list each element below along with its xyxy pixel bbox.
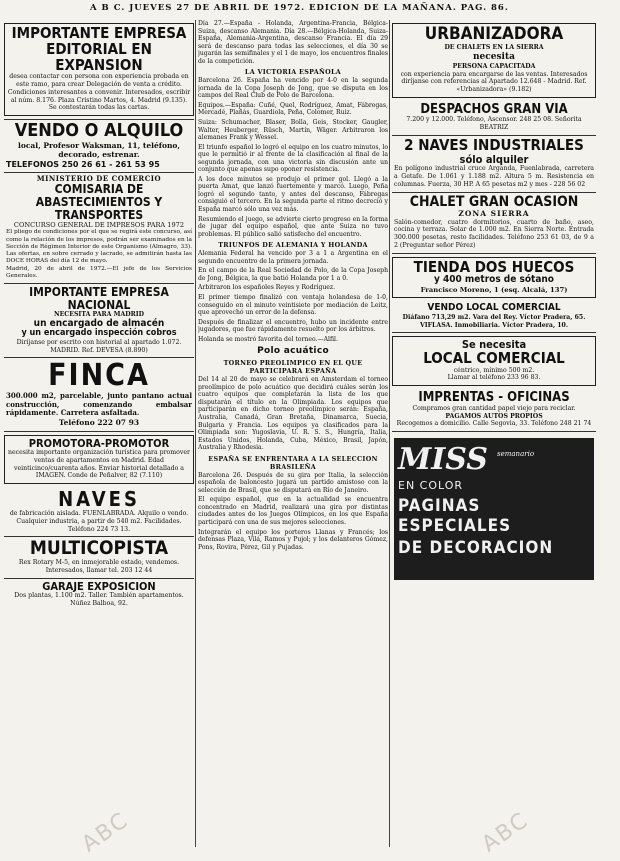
- ad-body: Diáfano 713,29 m2. Vara del Rey. Víctor Pradera, 65. VIFLASA. Inmobiliaria. Víctor Pradera, 10.: [402, 313, 586, 329]
- ad-line1: un encargado de almacén: [33, 317, 165, 329]
- article-paragraph: A los doce minutos se produjo el primer gol. Llegó a la puerta Amat, que lanzó fuertemente y marcó. Luego, Peña logró el segundo tanto, y antes del descanso, Fábregas consiguió el tercero. En la segunda parte el ritmo decreció y España marcó sólo una vez más.: [198, 175, 388, 214]
- ad-chalet: [392, 193, 596, 254]
- column-2: [198, 20, 388, 851]
- ad-body: El pliego de condiciones por el que se regirá este concurso, así como la relación de los impresos, podrán ser examinados en la Sección de Régimen Interior de este Organismo (Almagro, 33). Las ofertas, en sobre cerrado y lacrado, se admitirán hasta las DOCE HORAS del día 12 de mayo.: [6, 229, 192, 265]
- ad-body: de fabricación aislada. FUENLABRADA. Alquilo o vendo. Cualquier industria, a partir de 540 m2. Facilidades. Teléfono 224 73 13.: [9, 510, 189, 533]
- ad-body: Compramos gran cantidad papel viejo para reciclar.: [412, 404, 576, 412]
- article-paragraph: En el campo de la Real Sociedad de Polo, de la Copa Joseph de Jong, Bélgica, la que batió Holanda por 1 a 0.: [198, 267, 388, 282]
- ad-title: IMPORTANTE EMPRESA EDITORIAL EN EXPANSION: [11, 24, 187, 74]
- ad-title: VENDO LOCAL COMERCIAL: [427, 302, 561, 314]
- ad-title: IMPRENTAS - OFICINAS: [418, 390, 570, 406]
- ad-phones: TELEFONOS 250 26 61 - 261 53 95: [6, 159, 160, 169]
- ad-title-1: Se necesita: [461, 338, 527, 352]
- ad-tienda: [392, 257, 596, 299]
- miss-line-2: PAGINAS ESPECIALES: [398, 496, 512, 537]
- ad-title: 2 NAVES INDUSTRIALES: [404, 135, 584, 154]
- article-heading: LA VICTORIA ESPAÑOLA: [244, 68, 342, 77]
- ad-title: GARAJE EXPOSICION: [42, 579, 156, 593]
- ad-role: PERSONA CAPACITADA: [452, 62, 536, 70]
- ad-body: Dos plantas, 1.100 m2. Taller. También apartamentos. Núñez Balboa, 92.: [14, 592, 184, 608]
- ad-body: Rex Rotary M-5, en inmejorable estado, vendemos. Interesados, llamar tel. 203 12 44: [18, 559, 180, 575]
- ad-naves: [4, 487, 194, 537]
- ad-need: NECESITA PARA MADRID: [53, 311, 145, 319]
- ad-title: FINCA: [48, 358, 150, 394]
- ad-imprentas: [392, 389, 596, 432]
- ad-concurso: CONCURSO GENERAL DE IMPRESOS PARA 1972: [13, 221, 185, 230]
- article-heading: TORNEO PREOLIMPICO EN EL QUE PARTICIPARA ESPAÑA: [223, 359, 363, 376]
- ad-multicopista: [4, 537, 194, 578]
- ad-finca: [4, 358, 194, 431]
- article-paragraph: Holanda se mostró favorita del torneo.—Alfil.: [198, 335, 338, 343]
- ad-body: desea contactar con persona con experiencia probada en este ramo, para crear Delegación de venta a crédito. Condiciones interesantes a convenir. Interesados, escribir al núm. 8.176. Plaza Cristino Martos, 4. Madrid (9.135). Se contestarán todas las cartas.: [7, 73, 191, 112]
- ad-editorial: [4, 23, 194, 116]
- article-paragraph: Alemania Federal ha vencido por 3 a 1 a Argentina en el segundo encuentro de la primera jornada.: [198, 250, 388, 265]
- ad-sign: Madrid, 20 de abril de 1972.—El jefe de los Servicios Generales.: [6, 265, 192, 279]
- column-rule: [195, 20, 196, 847]
- ad-empresa-nacional: [4, 284, 194, 358]
- ad-title: TIENDA DOS HUECOS: [413, 257, 575, 276]
- ad-urbanizadora: [392, 23, 596, 98]
- ad-line2: y un encargado inspección cobros: [21, 328, 177, 339]
- ad-body: En polígono industrial cruce Arganda, Fuenlabrada, carretera a Getafe. De 1.061 y 1.188 m2. Altura 5 m. Resistencia en columnas. Fuerza, 30 HP. A 65 pesetas m2 y mes - 228 56 02: [394, 165, 594, 188]
- miss-line-1: EN COLOR: [398, 479, 464, 493]
- ad-title: NAVES: [58, 487, 140, 512]
- ad-miss-magazine: [394, 438, 594, 580]
- miss-logo: MISS: [398, 442, 488, 478]
- article-paragraph: El triunfo español lo logró el equipo en los cuatro minutos, lo que le permitió ir al frente de la clasificación al final de la segunda jornada, con una victoria sin discusión ante un conjunto que apenas supo oponer resistencia.: [198, 143, 388, 174]
- ad-ministry: MINISTERIO DE COMERCIO: [36, 173, 162, 183]
- article-paragraph: Del 14 al 20 de mayo se celebrará en Amsterdam el torneo preolímpico de polo acuático que decidirá cuáles serán los cuatro equipos que completarán la lista de los que disputarán el título en la Olimpiada. Los equipos que participarán en dicho torneo preolímpico serán: España, Australia, Canadá, Gran Bretaña, Dinamarca, Suecia, Bulgaria y Francia. Los equipos ya clasificados para la Olimpiada son: Yugoslavia, U. R. S. S., Hungría, Italia, Estados Unidos, Holanda, Cuba, México, Brasil, Japón, Australia y Rhodesia.: [198, 376, 388, 452]
- ad-body: necesita importante organización turística para promover ventas de apartamentos en Madrid. Edad veinticinco/cuarenta años. Enviar historial detallado a IMAGEN. Conde de Peñalver, 82 (7.110): [8, 449, 190, 480]
- article-paragraph: El primer tiempo finalizó con ventaja holandesa de 1-0, conseguido en el minuto veintisiete por mediación de Leitz, que aprovechó un error de la defensa.: [198, 293, 388, 317]
- ad-title: PROMOTORA-PROMOTOR: [28, 436, 170, 450]
- ad-body: 300.000 m2, parcelable, junto pantano actual construcción, comenzando embalsar rápidamente. Carretera asfaltada.: [6, 390, 192, 418]
- ad-body: céntrico, mínimo 500 m2.: [453, 366, 535, 374]
- ad-se-necesita: [392, 336, 596, 386]
- ad-body: local, Profesor Waksman, 11, teléfono, decorado, estrenar.: [17, 140, 181, 160]
- watermark: ABC: [477, 807, 534, 858]
- column-rule: [389, 20, 390, 847]
- ad-body: Llamar al teléfono 233 96 83.: [447, 374, 541, 382]
- article-paragraph: Después de finalizar el encuentro, hubo un incidente entre jugadores, que fue rápidamente resuelto por los árbitros.: [198, 318, 388, 334]
- ad-vendo-alquilo: [4, 119, 194, 173]
- ad-promotora: [4, 435, 194, 485]
- section-heading: Polo acuático: [257, 346, 329, 357]
- ad-title: VENDO O ALQUILO: [14, 120, 184, 141]
- article-paragraph: Barcelona 26. Después de su gira por Italia, la selección española de baloncesto jugará un partido amistoso con la selección de Brasil, que se disputará en Río de Janeiro.: [198, 471, 388, 494]
- ad-body: con experiencia para encargarse de las ventas. Interesados diríjanse con referencias al Apartado 12.648 - Madrid. Ref. «Urbanizadora» (9.182): [400, 70, 588, 94]
- page-header: A B C. JUEVES 27 DE ABRIL DE 1972. EDICION DE LA MAÑANA. PAG. 86.: [90, 3, 509, 13]
- ad-body: Diríjanse por escrito con historial al apartado 1.072. MADRID. Ref. DEVESA (8.890): [16, 338, 182, 354]
- ad-comisaria: [4, 173, 194, 284]
- ad-title: DESPACHOS GRAN VIA: [420, 101, 568, 117]
- ad-despachos: [392, 101, 596, 136]
- ad-phone: Teléfono 222 07 93: [58, 418, 140, 428]
- article-paragraph: Arbitraron los españoles Reyes y Rodríguez.: [198, 284, 336, 292]
- ad-naves-industriales: [392, 136, 596, 193]
- article-paragraph: Barcelona 26. España ha vencido por 4-0 en la segunda jornada de la Copa Joseph de Jong, que se disputa en los campos del Real Club de Polo de Barcelona.: [198, 77, 388, 100]
- ad-need: necesita: [473, 51, 515, 62]
- miss-line-3: DE DECORACION: [398, 538, 554, 559]
- article-paragraph: Integrarán el equipo los porteros Llanas y Francés; los defensas Plaza, Vilá, Ramos y Pujol; y los delanteros Gómez, Pons, Rovira, Pérez, Gil y Pujadas.: [198, 528, 388, 551]
- article-paragraph: Día 27.—España - Holanda, Argentina-Francia, Bélgica-Suiza, descanso Alemania. Día 28.—Bélgica-Holanda, Suiza-España, Alemania-Argentina, descanso Francia. El día 29 será de descanso para todas las selecciones, el día 30 se jugarán las semifinales y el 1 de mayo, los encuentros finales de la competición.: [198, 20, 388, 65]
- ad-vendo-local: [392, 301, 596, 333]
- ad-sub: DE CHALETS EN LA SIERRA: [444, 43, 544, 51]
- miss-header: [398, 442, 590, 477]
- ad-sub: ZONA SIERRA: [458, 209, 530, 219]
- ad-title: IMPORTANTE EMPRESA NACIONAL: [29, 285, 169, 312]
- article-paragraph: El equipo español, que en la actualidad se encuentra concentrado en Madrid, realizará una gira por distintas ciudades antes de los Juegos Olímpicos, en los que España participará con una de sus mejores selecciones.: [198, 496, 388, 526]
- ad-garaje: [4, 579, 194, 611]
- article-paragraph: Suiza: Schumacher, Blaser, Bolla, Geis, Stocker, Gaugler, Walter, Heuberger, Rüsch, Martín, Wäger. Arbitraron los alemanes Frank y Wessel.: [198, 119, 388, 142]
- ad-title: CHALET GRAN OCASION: [409, 193, 579, 210]
- ad-sub: sólo alquiler: [459, 152, 529, 166]
- ad-title: COMISARIA DE ABASTECIMIENTOS Y TRANSPORTES: [35, 182, 163, 222]
- article-paragraph: Equipos.—España: Cuñé, Quel, Rodríguez, Amat, Fábregas, Mercadé, Plañás, Guardiola, Peña, Colomer, Ruiz.: [198, 101, 388, 117]
- article-heading: ESPAÑA SE ENFRENTARA A LA SELECCION BRASILEÑA: [208, 454, 378, 471]
- ad-title: MULTICOPISTA: [29, 537, 169, 560]
- ad-title-2: LOCAL COMERCIAL: [423, 348, 565, 367]
- column-3: [392, 20, 596, 851]
- watermark: ABC: [77, 807, 134, 858]
- ad-sub: y 400 metros de sótano: [434, 274, 554, 286]
- ad-address: Francisco Moreno, 1 (esq. Alcalá, 137): [420, 285, 568, 294]
- article-heading: TRIUNFOS DE ALEMANIA Y HOLANDA: [218, 241, 368, 250]
- column-1: [4, 20, 194, 851]
- ad-sub: PAGAMOS AUTOS PROPIOS: [445, 412, 543, 420]
- ad-title: URBANIZADORA: [424, 24, 564, 44]
- article-paragraph: Resumiendo el juego, se advierte cierto progreso en la forma de jugar del equipo español, que ante Suiza no tuvo problemas. El público salió satisfecho del encuentro.: [198, 215, 388, 238]
- miss-subtitle: semanario: [497, 450, 535, 459]
- ad-body: Recogemos a domicilio. Calle Segovia, 33. Teléfono 248 21 74: [396, 420, 592, 428]
- ad-body: Salón-comedor, cuatro dormitorios, cuarto de baño, aseo, cocina y terraza. Solar de 1.000 m2. En Sierra Norte. Entrada 300.000 pesetas, resto facilidades. Teléfono 253 61 03, de 9 a 2 (Preguntar señor Pérez): [394, 218, 594, 249]
- ad-body: 7.200 y 12.000. Teléfono, Ascensor. 248 25 08. Señorita BEATRIZ: [406, 116, 582, 132]
